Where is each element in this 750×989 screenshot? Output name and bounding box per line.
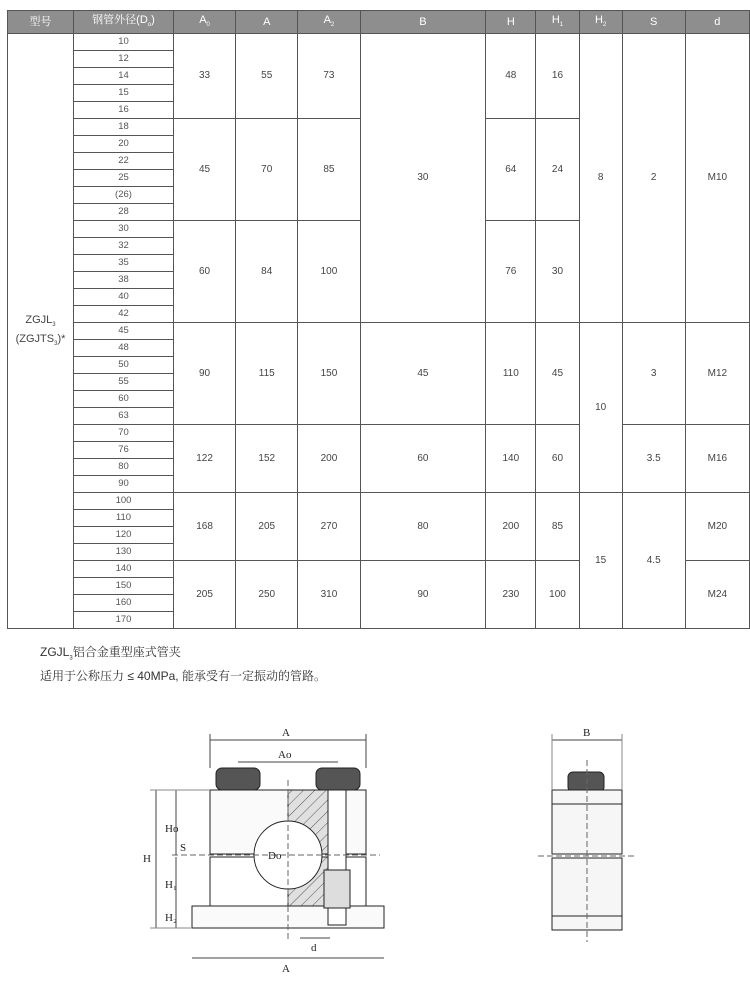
h1-cell: 24 (536, 119, 579, 221)
a2-cell: 100 (298, 221, 360, 323)
s-cell: 4.5 (622, 493, 685, 629)
h-cell: 200 (486, 493, 536, 561)
h-cell: 48 (486, 34, 536, 119)
b-cell: 60 (360, 425, 486, 493)
d-cell: M16 (685, 425, 749, 493)
h1-cell: 85 (536, 493, 579, 561)
bolt-head-left (216, 768, 260, 790)
diameter-cell: 76 (74, 442, 174, 459)
b-cell: 90 (360, 561, 486, 629)
a0-cell: 122 (173, 425, 235, 493)
h1-cell: 60 (536, 425, 579, 493)
a2-cell: 85 (298, 119, 360, 221)
model-cell: $ZGJL_3$ $(ZGJTS_3)*$ (8, 34, 74, 629)
dim-label-h2: H₂ (165, 912, 177, 924)
header-h2: $H_2$ (579, 11, 622, 34)
h1-cell: 16 (536, 34, 579, 119)
s-cell: 3.5 (622, 425, 685, 493)
a-cell: 70 (236, 119, 298, 221)
s-cell: 2 (622, 34, 685, 323)
diameter-cell: 22 (74, 153, 174, 170)
diameter-cell: 110 (74, 510, 174, 527)
diameter-cell: 38 (74, 272, 174, 289)
diameter-cell: 28 (74, 204, 174, 221)
d-cell: M20 (685, 493, 749, 561)
diameter-cell: 16 (74, 102, 174, 119)
diameter-cell: 14 (74, 68, 174, 85)
header-model: 型号 (8, 11, 74, 34)
h2-cell: 15 (579, 493, 622, 629)
dim-label-s: S (180, 842, 187, 854)
diameter-cell: 45 (74, 323, 174, 340)
dim-label-do: Do (268, 850, 282, 862)
diameter-cell: 60 (74, 391, 174, 408)
diameter-cell: 160 (74, 595, 174, 612)
h1-cell: 30 (536, 221, 579, 323)
caption (40, 643, 326, 685)
a-cell: 84 (236, 221, 298, 323)
d-cell: M12 (685, 323, 749, 425)
a-cell: 115 (236, 323, 298, 425)
diameter-cell: 40 (74, 289, 174, 306)
h1-cell: 100 (536, 561, 579, 629)
table-row (8, 425, 750, 442)
side-bolt-head (568, 772, 604, 792)
dim-label-ao: Ao (278, 749, 292, 761)
h-cell: 64 (486, 119, 536, 221)
bolt-head-right (316, 768, 360, 790)
caption-description: 适用于公称压力 ≤ 40MPa, 能承受有一定振动的管路。 (40, 669, 326, 684)
diameter-cell: 130 (74, 544, 174, 561)
diameter-cell: 15 (74, 85, 174, 102)
b-cell: 45 (360, 323, 486, 425)
a0-cell: 205 (173, 561, 235, 629)
dim-label-a-top: A (282, 727, 290, 739)
a2-cell: 270 (298, 493, 360, 561)
dim-label-h: H (143, 853, 151, 865)
a-cell: 55 (236, 34, 298, 119)
diameter-cell: 63 (74, 408, 174, 425)
clamp-drawing (0, 720, 750, 985)
a2-cell: 200 (298, 425, 360, 493)
table-row (8, 323, 750, 340)
diameter-cell: 50 (74, 357, 174, 374)
diameter-cell: 12 (74, 51, 174, 68)
diameter-cell: 90 (74, 476, 174, 493)
a2-cell: 73 (298, 34, 360, 119)
header-h: H (486, 11, 536, 34)
side-view (538, 734, 636, 942)
diameter-cell: 32 (74, 238, 174, 255)
diameter-cell: 140 (74, 561, 174, 578)
s-cell: 3 (622, 323, 685, 425)
header-a0: $A_0$ (173, 11, 235, 34)
h-cell: 76 (486, 221, 536, 323)
diameter-cell: 48 (74, 340, 174, 357)
diameter-cell: 18 (74, 119, 174, 136)
diameter-cell: 42 (74, 306, 174, 323)
h-cell: 110 (486, 323, 536, 425)
header-a2: $A_2$ (298, 11, 360, 34)
diameter-cell: 70 (74, 425, 174, 442)
caption-title: $ZGJL_3$铝合金重型座式管夹 (40, 645, 181, 662)
b-cell: 80 (360, 493, 486, 561)
diameter-cell: 25 (74, 170, 174, 187)
diameter-cell: 120 (74, 527, 174, 544)
h2-cell: 10 (579, 323, 622, 493)
a0-cell: 33 (173, 34, 235, 119)
header-s: S (622, 11, 685, 34)
bolt-nut (324, 870, 350, 908)
diameter-cell: 170 (74, 612, 174, 629)
dim-label-ho: Ho (165, 823, 179, 835)
header-pipe-od: 钢管外径$(D_o)$ (74, 11, 174, 34)
diameter-cell: (26) (74, 187, 174, 204)
header-b: B (360, 11, 486, 34)
a-cell: 205 (236, 493, 298, 561)
table-row (8, 34, 750, 51)
header-a: A (236, 11, 298, 34)
diameter-cell: 20 (74, 136, 174, 153)
diameter-cell: 30 (74, 221, 174, 238)
diameter-cell: 150 (74, 578, 174, 595)
diameter-cell: 80 (74, 459, 174, 476)
dim-label-b: B (583, 727, 591, 739)
d-cell: M10 (685, 34, 749, 323)
a-cell: 250 (236, 561, 298, 629)
header-h1: $H_1$ (536, 11, 579, 34)
diameter-cell: 55 (74, 374, 174, 391)
diameter-cell: 35 (74, 255, 174, 272)
a2-cell: 310 (298, 561, 360, 629)
a2-cell: 150 (298, 323, 360, 425)
dim-label-h1: H₁ (165, 879, 177, 891)
a0-cell: 60 (173, 221, 235, 323)
dim-label-a-bottom: A (282, 963, 290, 975)
diameter-cell: 10 (74, 34, 174, 51)
a0-cell: 90 (173, 323, 235, 425)
header-d: d (685, 11, 749, 34)
d-cell: M24 (685, 561, 749, 629)
h2-cell: 8 (579, 34, 622, 323)
a0-cell: 168 (173, 493, 235, 561)
a-cell: 152 (236, 425, 298, 493)
h-cell: 230 (486, 561, 536, 629)
header-row (8, 11, 750, 34)
h-cell: 140 (486, 425, 536, 493)
table-row (8, 493, 750, 510)
b-cell: 30 (360, 34, 486, 323)
dim-label-d: d (311, 942, 317, 954)
diameter-cell: 100 (74, 493, 174, 510)
a0-cell: 45 (173, 119, 235, 221)
h1-cell: 45 (536, 323, 579, 425)
spec-table (7, 10, 750, 629)
